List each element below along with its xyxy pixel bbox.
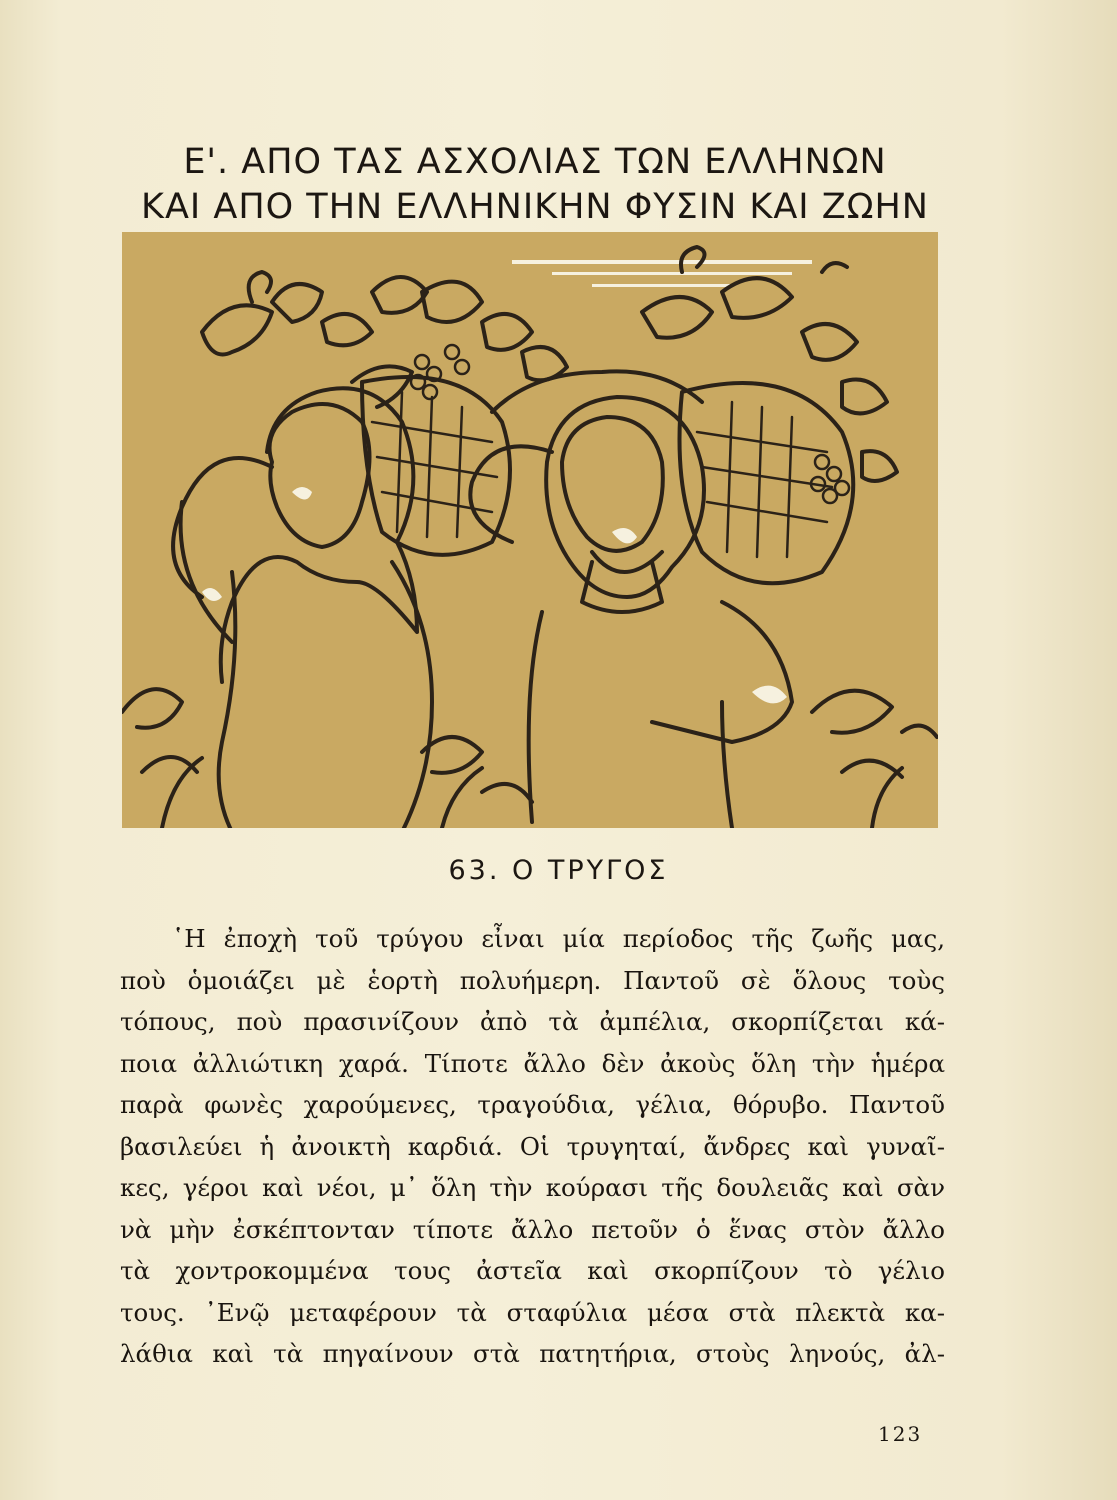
page-number: 123 [878,1422,923,1446]
text-line-5: παρὰ φωνὲς χαρούμενες, τραγούδια, γέλια, θόρυβο. Παντοῦ [120,1090,945,1119]
text-line-4: ποια ἀλλιώτικη χαρά. Τίποτε ἄλλο δὲν ἀκοὺς ὅλη τὴν ἡμέρα [120,1048,945,1078]
section-heading-line-2: ΚΑΙ ΑΠΟ ΤΗΝ ΕΛΛΗΝΙΚΗΝ ΦΥΣΙΝ ΚΑΙ ΖΩΗΝ [141,187,929,227]
text-line-11: λάθια καὶ τὰ πηγαίνουν στὰ πατητήρια, στοὺς ληνούς, ἀλ- [120,1339,945,1368]
text-line-3: τόπους, ποὺ πρασινίζουν ἀπὸ τὰ ἀμπέλια, σκορπίζεται κά- [120,1007,945,1036]
text-line-6: βασιλεύει ἡ ἀνοικτὴ καρδιά. Οἱ τρυγηταί, ἄνδρες καὶ γυναῖ- [120,1131,945,1161]
text-line-2: ποὺ ὁμοιάζει μὲ ἑορτὴ πολυήμερη. Παντοῦ σὲ ὅλους τοὺς [120,965,945,995]
text-line-8: νὰ μὴν ἐσκέπτονταν τίποτε ἄλλο πετοῦν ὁ ἕνας στὸν ἄλλο [120,1214,945,1244]
grape-harvest-illustration [122,232,938,828]
text-line-9: τὰ χοντροκομμένα τους ἀστεῖα καὶ σκορπίζουν τὸ γέλιο [120,1256,945,1285]
body-text [120,918,945,1375]
chapter-title: 63. Ο ΤΡΥΓΟΣ [448,855,669,886]
section-heading [120,140,950,230]
text-line-7: κες, γέροι καὶ νέοι, μ᾿ ὅλη τὴν κούρασι τῆς δουλειᾶς καὶ σὰν [120,1173,945,1202]
section-heading-line-1: Ε'. ΑΠΟ ΤΑΣ ΑΣΧΟΛΙΑΣ ΤΩΝ ΕΛΛΗΝΩΝ [183,142,887,182]
text-line-10: τους. ᾿Ενῷ μεταφέρουν τὰ σταφύλια μέσα στὰ πλεκτὰ κα- [120,1297,945,1327]
text-line-1: ῾Η ἐποχὴ τοῦ τρύγου εἶναι μία περίοδος τῆς ζωῆς μας, [172,924,945,953]
